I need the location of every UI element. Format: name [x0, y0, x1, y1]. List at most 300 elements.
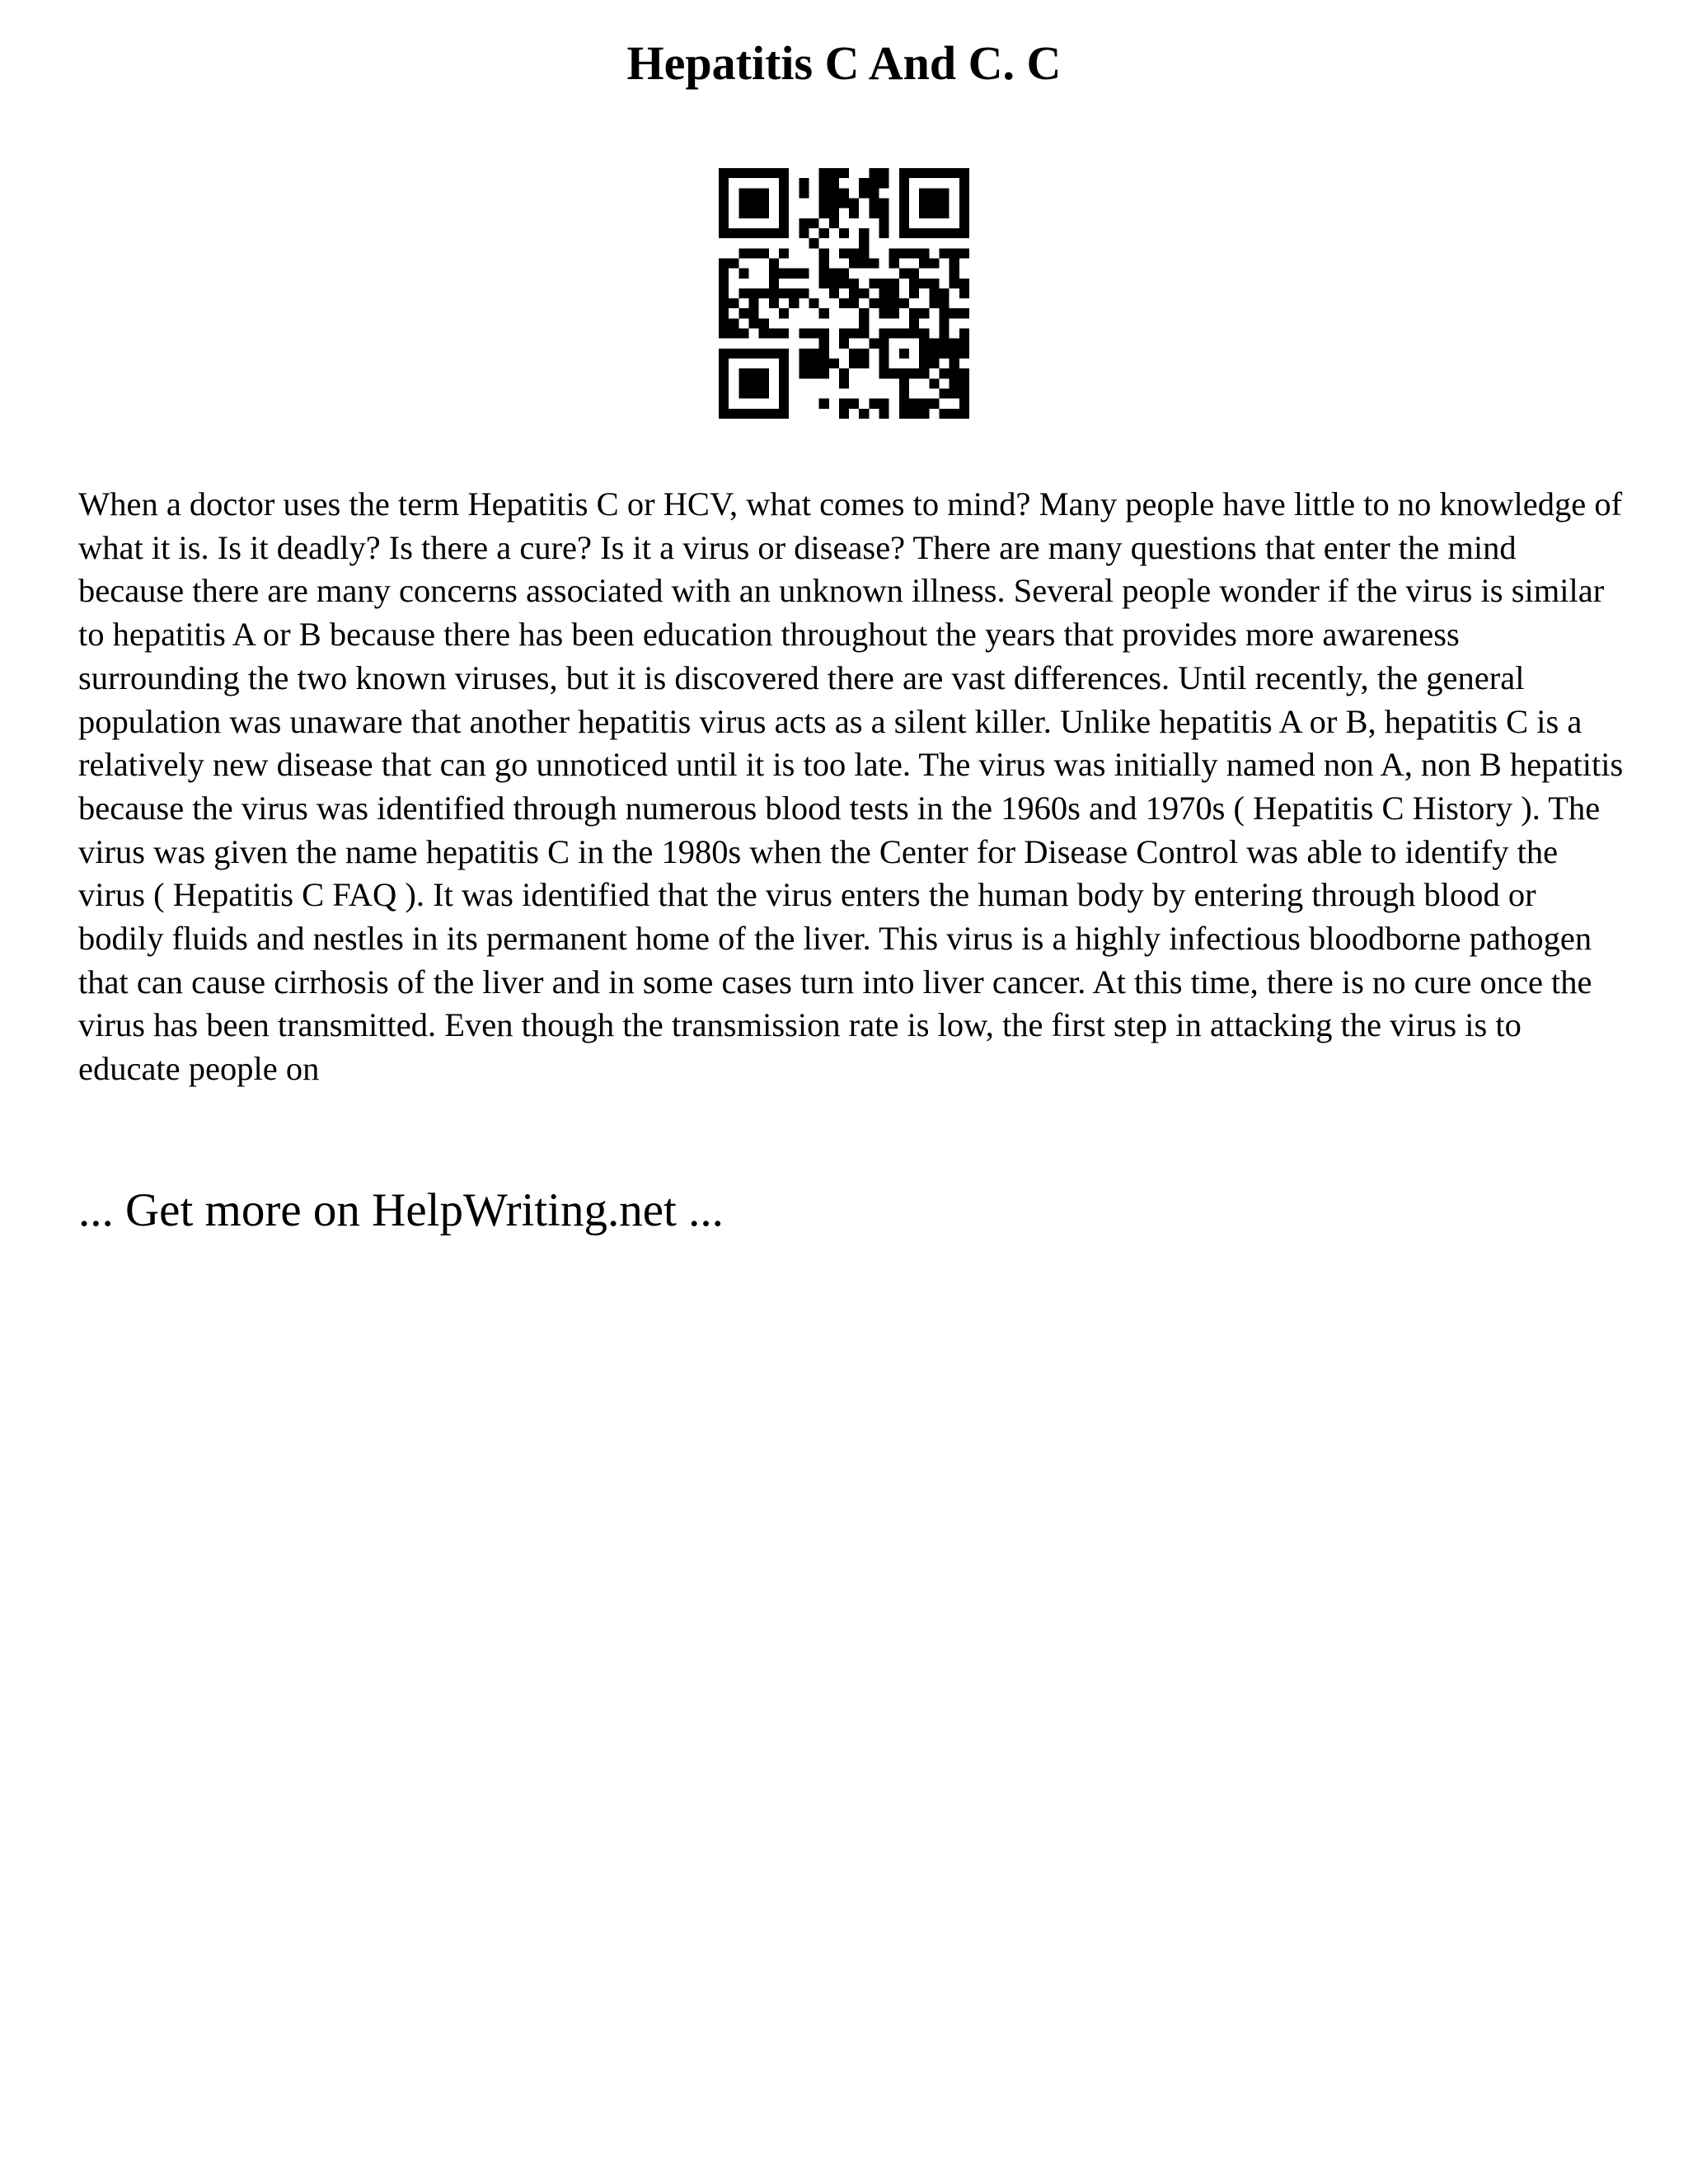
qr-module — [950, 279, 959, 288]
qr-module — [829, 178, 839, 188]
qr-module — [889, 298, 899, 308]
qr-module — [839, 329, 849, 339]
qr-module — [859, 349, 869, 359]
qr-module — [940, 298, 950, 308]
qr-module — [959, 248, 969, 258]
qr-module — [899, 218, 909, 228]
qr-module — [929, 349, 939, 359]
qr-module — [859, 258, 869, 268]
qr-module — [729, 409, 738, 419]
qr-module — [738, 389, 748, 399]
qr-module — [779, 248, 789, 258]
qr-module — [929, 258, 939, 268]
qr-module — [919, 329, 929, 339]
qr-module — [779, 329, 789, 339]
qr-module — [799, 288, 809, 298]
qr-module — [769, 258, 779, 268]
qr-module — [729, 329, 738, 339]
qr-module — [899, 298, 909, 308]
qr-module — [859, 238, 869, 248]
qr-module — [959, 329, 969, 339]
qr-module — [799, 359, 809, 368]
qr-module — [919, 409, 929, 419]
qr-module — [909, 168, 919, 178]
qr-module — [829, 218, 839, 228]
qr-module — [719, 329, 729, 339]
qr-module — [879, 209, 889, 218]
qr-module — [859, 228, 869, 238]
qr-module — [899, 248, 909, 258]
qr-module — [929, 378, 939, 388]
qr-module — [869, 209, 879, 218]
qr-module — [779, 228, 789, 238]
qr-module — [729, 258, 738, 268]
qr-module — [959, 188, 969, 198]
qr-module — [748, 209, 758, 218]
qr-module — [919, 228, 929, 238]
qr-module — [779, 308, 789, 318]
qr-module — [919, 399, 929, 409]
qr-module — [950, 228, 959, 238]
qr-module — [829, 359, 839, 368]
qr-module — [919, 248, 929, 258]
qr-module — [899, 198, 909, 208]
qr-module — [940, 329, 950, 339]
qr-module — [940, 198, 950, 208]
qr-module — [738, 209, 748, 218]
qr-module — [819, 339, 829, 349]
qr-module — [839, 279, 849, 288]
qr-module — [759, 349, 769, 359]
qr-module — [879, 359, 889, 368]
qr-module — [748, 298, 758, 308]
qr-module — [849, 198, 859, 208]
qr-module — [809, 218, 818, 228]
qr-module — [779, 409, 789, 419]
qr-module — [759, 198, 769, 208]
qr-module — [809, 298, 818, 308]
qr-module — [909, 248, 919, 258]
qr-module — [738, 308, 748, 318]
essay-paragraph: When a doctor uses the term Hepatitis C or HCV, what comes to mind? Many people have little to no knowledge of what it is. Is it deadly? Is there a cure? Is it a virus or disease? There are many questions that enter the mind because there are many concerns associated with an unknown illness. Several people wonder if the virus is similar to hepatitis A or B because there has been education throughout the years that provides more awareness surrounding the two known viruses, but it is discovered there are vast differences. Until recently, the general population was unaware that another hepatitis virus acts as a silent killer. Unlike hepatitis A or B, hepatitis C is a relatively new disease that can go unnoticed until it is too late. The virus was initially named non A, non B hepatitis because the virus was identified through numerous blood tests in the 1960s and 1970s ( Hepatitis C History ). The virus was given the name hepatitis C in the 1980s when the Center for Disease Control was able to identify the virus ( Hepatitis C FAQ ). It was identified that the virus enters the human body by entering through blood or bodily fluids and nestles in its permanent home of the liver. This virus is a highly infectious bloodborne pathogen that can cause cirrhosis of the liver and in some cases turn into liver cancer. At this time, there is no cure once the virus has been transmitted. Even though the transmission rate is low, the first step in attacking the virus is to educate people on — [78, 485, 1624, 1088]
qr-module — [748, 168, 758, 178]
qr-module — [889, 288, 899, 298]
qr-module — [909, 279, 919, 288]
qr-module — [879, 349, 889, 359]
qr-module — [879, 329, 889, 339]
qr-module — [719, 279, 729, 288]
qr-module — [809, 329, 818, 339]
qr-module — [839, 228, 849, 238]
qr-module — [929, 209, 939, 218]
qr-module — [959, 168, 969, 178]
qr-module — [959, 218, 969, 228]
qr-module — [919, 339, 929, 349]
qr-module — [748, 248, 758, 258]
qr-module — [799, 329, 809, 339]
qr-module — [919, 258, 929, 268]
qr-module — [869, 298, 879, 308]
qr-module — [869, 339, 879, 349]
qr-module — [909, 318, 919, 328]
qr-module — [909, 329, 919, 339]
qr-module — [940, 228, 950, 238]
qr-module — [899, 269, 909, 279]
qr-module — [819, 308, 829, 318]
qr-module — [950, 368, 959, 378]
qr-module — [909, 269, 919, 279]
qr-module — [799, 188, 809, 198]
qr-module — [759, 329, 769, 339]
qr-module — [879, 279, 889, 288]
qr-module — [819, 168, 829, 178]
qr-module — [839, 168, 849, 178]
qr-module — [769, 409, 779, 419]
qr-module — [738, 409, 748, 419]
qr-module — [759, 318, 769, 328]
page-title: Hepatitis C And C. C — [626, 36, 1062, 90]
qr-module — [719, 258, 729, 268]
qr-module — [719, 389, 729, 399]
qr-module — [759, 378, 769, 388]
qr-module — [839, 409, 849, 419]
qr-module — [859, 329, 869, 339]
qr-module — [779, 368, 789, 378]
qr-module — [799, 218, 809, 228]
qr-module — [719, 298, 729, 308]
qr-module — [809, 238, 818, 248]
qr-module — [789, 298, 799, 308]
qr-module — [889, 258, 899, 268]
qr-module — [839, 269, 849, 279]
qr-module — [809, 359, 818, 368]
qr-module — [769, 288, 779, 298]
qr-module — [879, 198, 889, 208]
qr-module — [759, 389, 769, 399]
qr-module — [719, 269, 729, 279]
qr-module — [819, 258, 829, 268]
qr-module — [859, 288, 869, 298]
qr-module — [829, 198, 839, 208]
qr-module — [819, 209, 829, 218]
qr-module — [889, 329, 899, 339]
qr-module — [919, 349, 929, 359]
qr-module — [899, 409, 909, 419]
qr-module — [738, 188, 748, 198]
qr-module — [959, 368, 969, 378]
qr-module — [769, 168, 779, 178]
qr-module — [719, 368, 729, 378]
qr-module — [899, 329, 909, 339]
qr-module — [879, 228, 889, 238]
qr-module — [738, 248, 748, 258]
qr-module — [959, 399, 969, 409]
qr-module — [829, 288, 839, 298]
qr-module — [759, 368, 769, 378]
qr-module — [950, 248, 959, 258]
qr-module — [839, 378, 849, 388]
qr-module — [929, 279, 939, 288]
qr-module — [950, 308, 959, 318]
qr-module — [899, 389, 909, 399]
qr-module — [940, 308, 950, 318]
qr-module — [899, 228, 909, 238]
qr-module — [719, 318, 729, 328]
qr-module — [849, 399, 859, 409]
qr-module — [819, 329, 829, 339]
qr-module — [779, 168, 789, 178]
qr-module — [899, 368, 909, 378]
qr-module — [919, 198, 929, 208]
qr-module — [879, 399, 889, 409]
qr-code-icon[interactable] — [719, 168, 969, 419]
qr-module — [859, 178, 869, 188]
qr-module — [919, 279, 929, 288]
qr-module — [940, 318, 950, 328]
qr-module — [799, 178, 809, 188]
qr-module — [748, 368, 758, 378]
qr-module — [748, 389, 758, 399]
qr-module — [940, 168, 950, 178]
qr-module — [819, 178, 829, 188]
qr-module — [748, 409, 758, 419]
qr-module — [769, 349, 779, 359]
qr-module — [849, 279, 859, 288]
qr-module — [909, 368, 919, 378]
qr-module — [719, 168, 729, 178]
qr-module — [849, 248, 859, 258]
qr-module — [959, 209, 969, 218]
qr-module — [748, 308, 758, 318]
qr-module — [729, 318, 738, 328]
qr-module — [899, 168, 909, 178]
qr-module — [759, 248, 769, 258]
qr-module — [719, 308, 729, 318]
qr-module — [779, 349, 789, 359]
qr-module — [839, 368, 849, 378]
qr-module — [759, 228, 769, 238]
qr-module — [819, 198, 829, 208]
qr-module — [759, 209, 769, 218]
qr-module — [779, 378, 789, 388]
qr-module — [869, 198, 879, 208]
qr-module — [819, 368, 829, 378]
qr-module — [839, 188, 849, 198]
qr-module — [899, 349, 909, 359]
qr-module — [738, 368, 748, 378]
qr-module — [950, 258, 959, 268]
qr-module — [849, 349, 859, 359]
qr-module — [859, 188, 869, 198]
qr-module — [959, 308, 969, 318]
qr-module — [819, 228, 829, 238]
qr-module — [849, 359, 859, 368]
qr-module — [909, 399, 919, 409]
qr-module — [748, 228, 758, 238]
qr-module — [909, 308, 919, 318]
qr-module — [869, 399, 879, 409]
qr-module — [849, 329, 859, 339]
qr-module — [959, 339, 969, 349]
qr-module — [929, 339, 939, 349]
qr-module — [940, 389, 950, 399]
qr-module — [909, 288, 919, 298]
qr-module — [959, 198, 969, 208]
qr-module — [959, 178, 969, 188]
qr-module — [799, 269, 809, 279]
qr-module — [919, 209, 929, 218]
qr-module — [940, 349, 950, 359]
qr-module — [719, 288, 729, 298]
qr-module — [879, 218, 889, 228]
qr-module — [940, 209, 950, 218]
qr-module — [759, 409, 769, 419]
qr-module — [940, 339, 950, 349]
qr-module — [859, 248, 869, 258]
qr-module — [719, 188, 729, 198]
qr-module — [869, 178, 879, 188]
qr-module — [879, 409, 889, 419]
qr-module — [719, 349, 729, 359]
qr-module — [899, 178, 909, 188]
qr-module — [819, 359, 829, 368]
qr-module — [748, 349, 758, 359]
qr-module — [799, 349, 809, 359]
qr-module — [839, 248, 849, 258]
qr-module — [779, 218, 789, 228]
qr-module — [719, 409, 729, 419]
qr-module — [940, 409, 950, 419]
qr-module — [819, 279, 829, 288]
qr-module — [719, 399, 729, 409]
qr-module — [738, 269, 748, 279]
qr-module — [819, 269, 829, 279]
qr-module — [789, 269, 799, 279]
qr-module — [929, 298, 939, 308]
qr-module — [909, 409, 919, 419]
qr-module — [950, 378, 959, 388]
qr-module — [879, 288, 889, 298]
qr-module — [959, 378, 969, 388]
qr-module — [829, 168, 839, 178]
qr-module — [719, 209, 729, 218]
qr-module — [719, 378, 729, 388]
qr-module — [719, 178, 729, 188]
qr-module — [799, 368, 809, 378]
qr-module — [809, 349, 818, 359]
qr-module — [869, 188, 879, 198]
qr-module — [889, 248, 899, 258]
qr-module — [769, 329, 779, 339]
qr-module — [909, 228, 919, 238]
qr-module — [738, 198, 748, 208]
qr-module — [879, 308, 889, 318]
qr-module — [799, 228, 809, 238]
qr-module — [859, 308, 869, 318]
qr-module — [940, 288, 950, 298]
qr-module — [849, 288, 859, 298]
qr-module — [959, 279, 969, 288]
qr-module — [950, 339, 959, 349]
qr-module — [959, 228, 969, 238]
qr-module — [829, 209, 839, 218]
qr-module — [779, 389, 789, 399]
qr-module — [748, 378, 758, 388]
qr-module — [779, 178, 789, 188]
qr-module — [769, 279, 779, 288]
qr-module — [940, 368, 950, 378]
qr-module — [779, 269, 789, 279]
qr-module — [929, 359, 939, 368]
qr-module — [759, 168, 769, 178]
qr-module — [950, 359, 959, 368]
qr-module — [738, 378, 748, 388]
qr-module — [929, 228, 939, 238]
qr-module — [729, 228, 738, 238]
qr-module — [719, 198, 729, 208]
qr-module — [879, 298, 889, 308]
qr-module — [869, 258, 879, 268]
qr-module — [959, 349, 969, 359]
qr-module — [899, 378, 909, 388]
qr-module — [738, 288, 748, 298]
qr-module — [940, 188, 950, 198]
qr-module — [919, 308, 929, 318]
qr-module — [899, 399, 909, 409]
qr-module — [809, 368, 818, 378]
qr-module — [919, 359, 929, 368]
qr-code-graphic — [719, 168, 969, 419]
qr-module — [899, 188, 909, 198]
qr-module — [719, 228, 729, 238]
qr-module — [729, 349, 738, 359]
qr-module — [929, 168, 939, 178]
qr-module — [929, 198, 939, 208]
qr-module — [919, 188, 929, 198]
qr-module — [929, 188, 939, 198]
qr-module — [829, 188, 839, 198]
qr-module — [829, 269, 839, 279]
qr-module — [759, 288, 769, 298]
qr-module — [869, 279, 879, 288]
qr-module — [889, 279, 899, 288]
qr-module — [769, 228, 779, 238]
qr-module — [779, 198, 789, 208]
qr-module — [779, 399, 789, 409]
qr-module — [819, 349, 829, 359]
qr-module — [950, 349, 959, 359]
qr-module — [719, 218, 729, 228]
qr-module — [959, 409, 969, 419]
qr-module — [849, 258, 859, 268]
qr-module — [879, 178, 889, 188]
qr-module — [889, 308, 899, 318]
qr-module — [959, 389, 969, 399]
qr-module — [839, 399, 849, 409]
qr-module — [769, 269, 779, 279]
qr-module — [839, 198, 849, 208]
qr-module — [940, 248, 950, 258]
qr-module — [839, 339, 849, 349]
qr-module — [879, 168, 889, 178]
qr-module — [959, 288, 969, 298]
qr-module — [779, 209, 789, 218]
qr-module — [748, 318, 758, 328]
qr-module — [919, 168, 929, 178]
qr-module — [929, 288, 939, 298]
get-more-link[interactable]: ... Get more on HelpWriting.net ... — [78, 1184, 724, 1236]
qr-module — [839, 298, 849, 308]
